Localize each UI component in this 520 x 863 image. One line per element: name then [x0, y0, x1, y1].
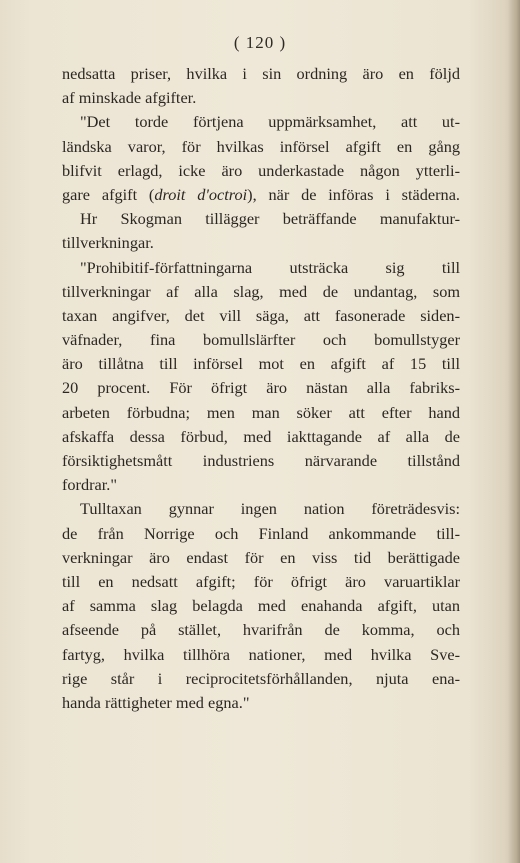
text-segment: ), när de införas i städerna. — [247, 184, 460, 204]
text-line: Hr Skogman tillägger beträffande manufaktur- — [80, 209, 460, 229]
text-line: taxan angifver, det vill säga, att fasonerade siden- — [62, 305, 460, 325]
text-line: rige står i reciprocitetsförhållanden, njuta ena- — [62, 668, 460, 688]
text-line: "Det torde förtjena uppmärksamhet, att ut- — [80, 112, 460, 132]
text-line: tillverkningar. — [62, 233, 154, 253]
text-line: till en nedsatt afgift; för öfrigt äro varuartiklar — [62, 571, 460, 591]
text-line: blifvit erlagd, icke äro underkastade någon ytterli- — [62, 160, 460, 180]
text-line: tillverkningar af alla slag, med de undantag, som — [62, 281, 460, 301]
text-line: Tulltaxan gynnar ingen nation företrädesvis: — [80, 499, 460, 519]
text-line: de från Norrige och Finland ankommande till- — [62, 523, 460, 543]
text-line: verkningar äro endast för en viss tid berättigade — [62, 547, 460, 567]
text-line: af samma slag belagda med enahanda afgift, utan — [62, 596, 460, 616]
text-line: af minskade afgifter. — [62, 88, 197, 108]
body-text — [62, 62, 460, 715]
page-number: ( 120 ) — [233, 33, 287, 52]
text-line — [62, 183, 460, 207]
text-line: nedsatta priser, hvilka i sin ordning äro en följd — [62, 64, 460, 83]
text-line: äro tillåtna till införsel mot en afgift af 15 till — [62, 354, 460, 374]
text-line: försiktighetsmått industriens närvarande tillstånd — [62, 451, 460, 470]
text-line: arbeten förbudna; men man söker att efter hand — [62, 402, 460, 422]
text-line: fartyg, hvilka tillhöra nationer, med hvilka Sve- — [62, 644, 460, 664]
text-line: handa rättigheter med egna." — [62, 692, 250, 712]
text-line: afskaffa dessa förbud, med iakttagande af alla de — [62, 426, 460, 446]
text-line: "Prohibitif-författningarna utsträcka sig till — [80, 257, 460, 277]
text-segment: gare afgift ( — [62, 184, 155, 204]
text-line: 20 procent. För öfrigt äro nästan alla fabriks- — [62, 378, 460, 398]
text-line: väfnader, fina bomullslärfter och bomullstyger — [62, 330, 460, 350]
italic-phrase: droit d'octroi — [154, 184, 248, 204]
text-line: ländska varor, för hvilkas införsel afgift en gång — [62, 136, 460, 156]
text-line: afseende på stället, hvarifrån de komma, och — [62, 620, 460, 640]
text-line: fordrar." — [62, 475, 118, 495]
page-edge-shadow — [508, 0, 520, 863]
